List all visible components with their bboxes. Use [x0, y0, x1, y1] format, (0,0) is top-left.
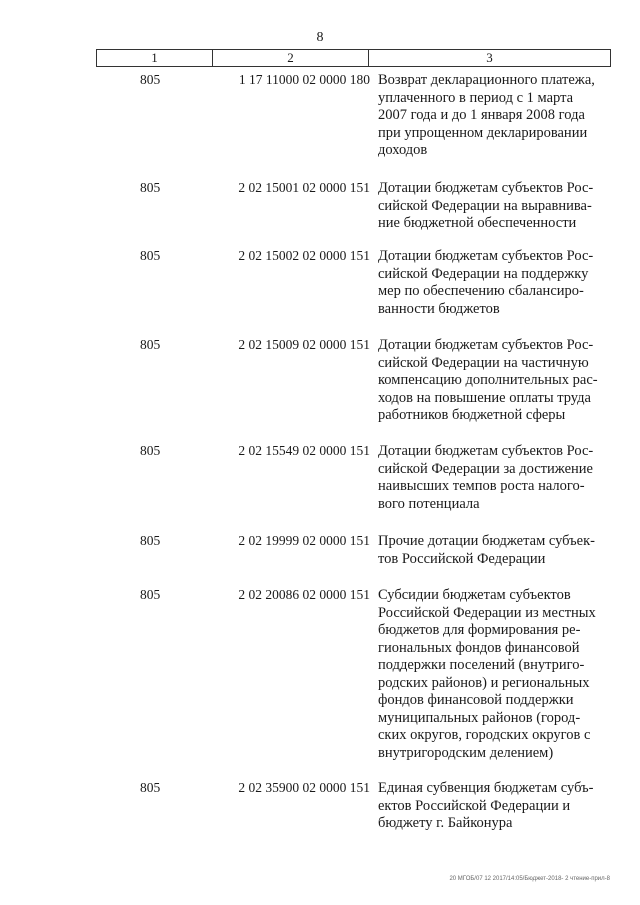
column-header: 2: [213, 50, 369, 66]
kbk-code: 2 02 15001 02 0000 151: [238, 180, 370, 195]
admin-code: 805: [140, 337, 161, 352]
income-name: Единая субвенция бюджетам субъ- ектов Российской Федерации и бюджету г. Байконура: [378, 780, 594, 831]
income-name: Возврат декларационного платежа, уплаченного в период с 1 марта 2007 года и до 1 января 2008 года при упрощенном декларировании доходов: [378, 72, 595, 158]
admin-code: 805: [140, 780, 161, 795]
admin-code: 805: [140, 72, 161, 87]
kbk-code: 2 02 20086 02 0000 151: [238, 587, 370, 602]
income-name: Дотации бюджетам субъектов Рос- сийской Федерации на выравнива- ние бюджетной обеспеченности: [378, 180, 594, 231]
income-name: Субсидии бюджетам субъектов Российской Федерации из местных бюджетов для формирования ре- гиональных фондов финансовой поддержки поселений (внутриго- родских районов) и региональных фондов финансовой поддержки муниципальных районов (город- ских округов, городских округов с внутригородским делением): [378, 587, 596, 761]
page-number: 8: [316, 30, 324, 45]
admin-code: 805: [140, 180, 161, 195]
admin-code: 805: [140, 533, 161, 548]
footer-file-stamp: 20 МГОБ/07 12 2017/14:05/Бюджет-2018- 2 чтение-прил-8: [449, 876, 610, 882]
kbk-code: 1 17 11000 02 0000 180: [238, 72, 370, 87]
column-header: 3: [486, 50, 493, 65]
income-name: Дотации бюджетам субъектов Рос- сийской Федерации на поддержку мер по обеспечению сбалансиро- ванности бюджетов: [378, 248, 594, 317]
kbk-code: 2 02 15009 02 0000 151: [238, 337, 370, 352]
kbk-code: 2 02 35900 02 0000 151: [238, 780, 370, 795]
income-name: Дотации бюджетам субъектов Рос- сийской Федерации за достижение наивысших темпов роста налого- вого потенциала: [378, 443, 594, 512]
income-name: Прочие дотации бюджетам субъек- тов Российской Федерации: [378, 533, 595, 567]
kbk-code: 2 02 15549 02 0000 151: [238, 443, 370, 458]
kbk-code: 2 02 19999 02 0000 151: [238, 533, 370, 548]
income-name: Дотации бюджетам субъектов Рос- сийской Федерации на частичную компенсацию дополнительных рас- ходов на повышение оплаты труда работников бюджетной сферы: [378, 337, 598, 423]
column-header: 1: [97, 50, 213, 66]
kbk-code: 2 02 15002 02 0000 151: [238, 248, 370, 263]
admin-code: 805: [140, 587, 161, 602]
table-header: [96, 49, 611, 67]
admin-code: 805: [140, 248, 161, 263]
admin-code: 805: [140, 443, 161, 458]
